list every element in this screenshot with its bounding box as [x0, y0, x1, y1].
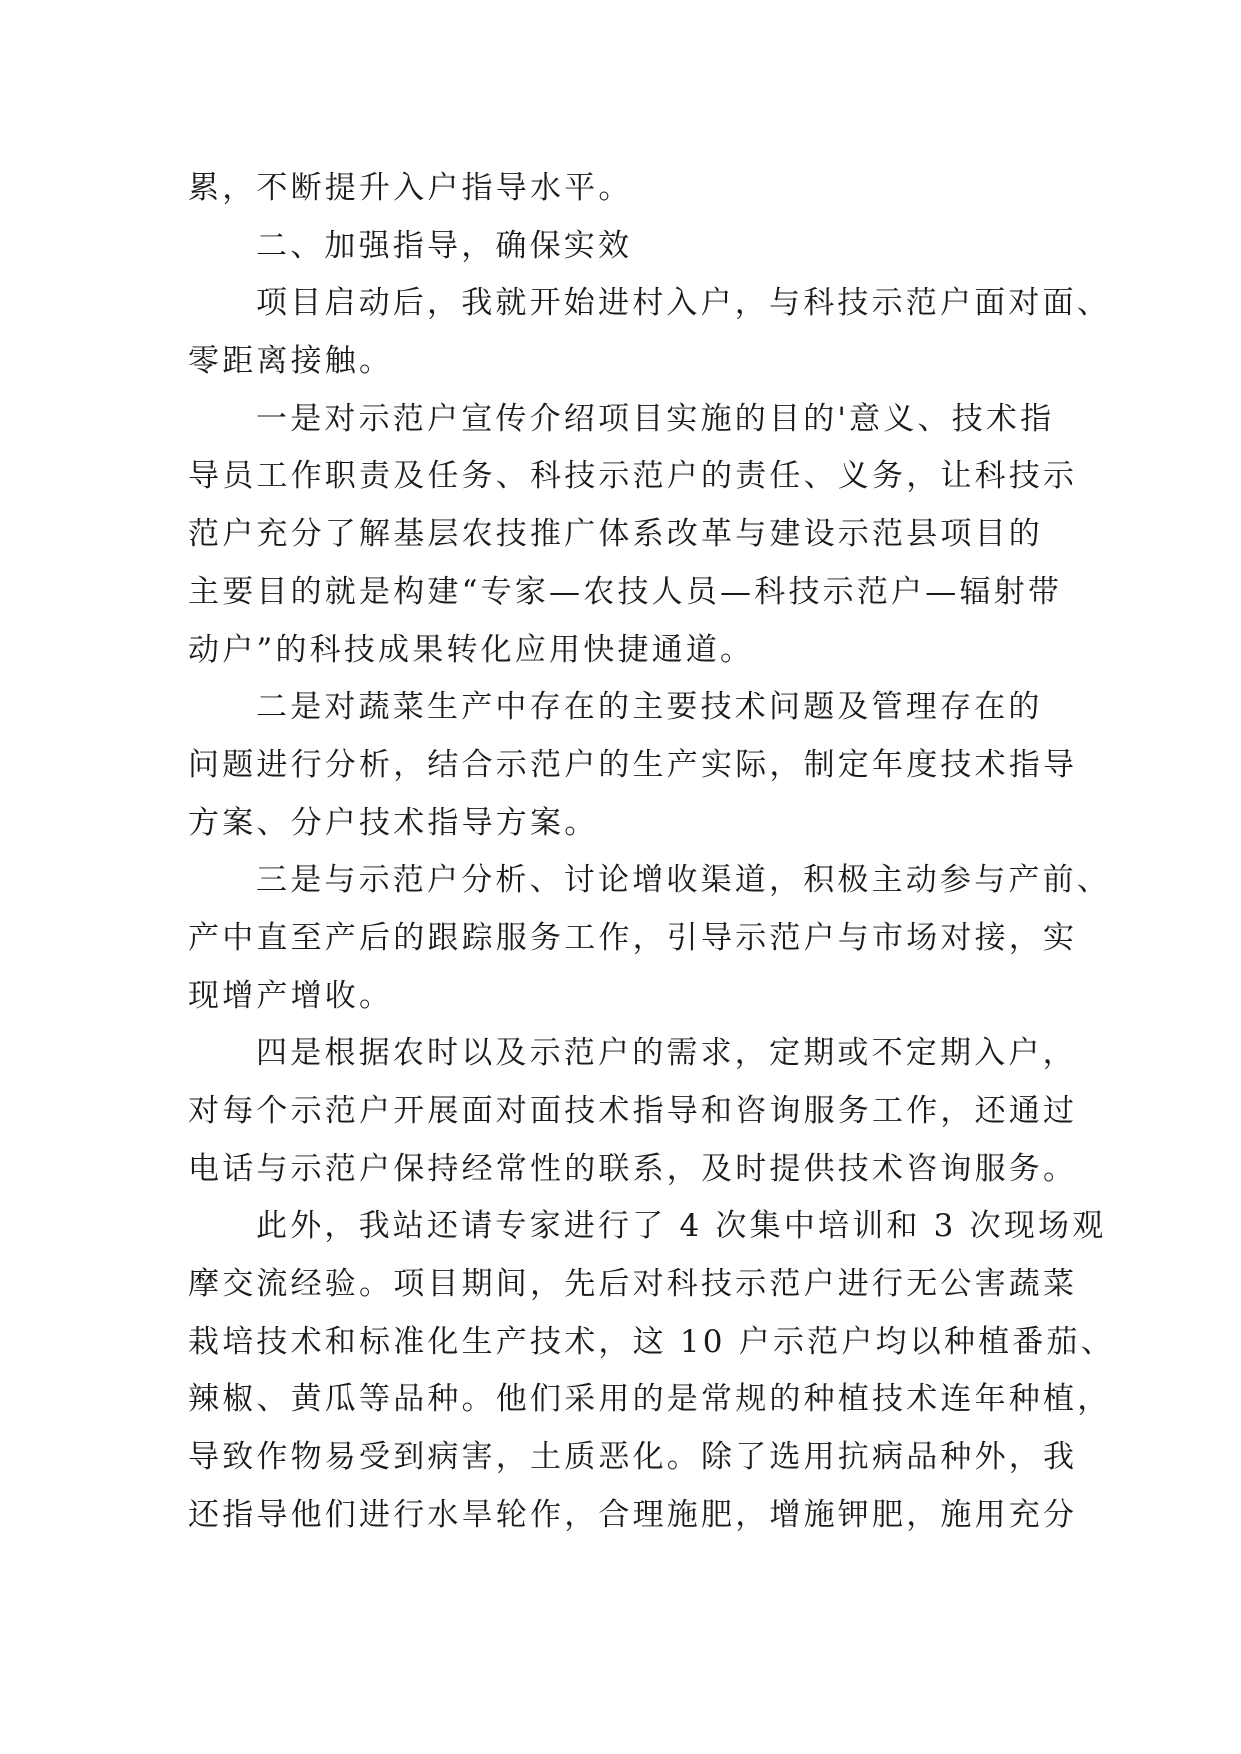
text-line: 项目启动后，我就开始进村入户，与科技示范户面对面、	[256, 285, 1111, 322]
text-line: 动户”的科技成果转化应用快捷通道。	[188, 631, 755, 668]
text-line: 主要目的就是构建“专家—农技人员—科技示范户—辐射带	[188, 573, 1063, 610]
text-line: 电话与示范户保持经常性的联系，及时提供技术咨询服务。	[188, 1150, 1078, 1187]
document-body	[188, 160, 1115, 1545]
text-line: 一是对示范户宣传介绍项目实施的目的'意义、技术指	[256, 400, 1055, 437]
text-line: 产中直至产后的跟踪服务工作，引导示范户与市场对接，实	[188, 919, 1078, 956]
text-line: 范户充分了解基层农技推广体系改革与建设示范县项目的	[188, 516, 1043, 553]
text-line: 栽培技术和标准化生产技术，这 10 户示范户均以种植番茄、	[188, 1323, 1115, 1360]
text-line: 导员工作职责及任务、科技示范户的责任、义务，让科技示	[188, 458, 1078, 495]
text-line: 方案、分户技术指导方案。	[188, 804, 599, 841]
text-line: 导致作物易受到病害，土质恶化。除了选用抗病品种外，我	[188, 1439, 1078, 1476]
text-line: 还指导他们进行水旱轮作，合理施肥，增施钾肥，施用充分	[188, 1496, 1078, 1533]
text-line: 零距离接触。	[188, 343, 394, 380]
text-line: 此外，我站还请专家进行了 4 次集中培训和 3 次现场观	[256, 1208, 1107, 1245]
text-line: 累，不断提升入户指导水平。	[188, 170, 633, 206]
text-line: 二是对蔬菜生产中存在的主要技术问题及管理存在的	[256, 689, 1043, 726]
text-line: 辣椒、黄瓜等品种。他们采用的是常规的种植技术连年种植，	[188, 1381, 1112, 1418]
text-line: 四是根据农时以及示范户的需求，定期或不定期入户，	[256, 1035, 1077, 1072]
text-line: 摩交流经验。项目期间，先后对科技示范户进行无公害蔬菜	[188, 1266, 1078, 1303]
text-line: 对每个示范户开展面对面技术指导和咨询服务工作，还通过	[188, 1093, 1078, 1129]
section-heading: 二、加强指导，确保实效	[256, 227, 633, 264]
text-line: 三是与示范户分析、讨论增收渠道，积极主动参与产前、	[256, 862, 1111, 899]
text-line: 现增产增收。	[188, 977, 394, 1014]
text-line: 问题进行分析，结合示范户的生产实际，制定年度技术指导	[188, 746, 1078, 783]
